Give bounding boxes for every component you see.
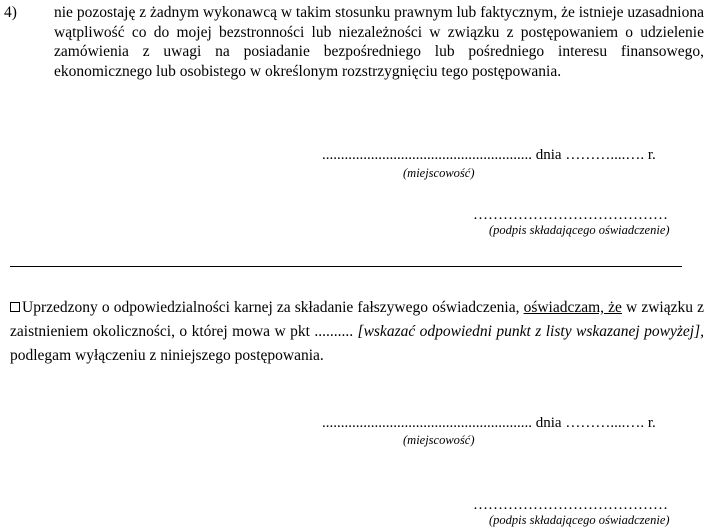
- declaration-part1: Uprzedzony o odpowiedzialności karnej za składanie fałszywego oświadczenia,: [22, 299, 524, 316]
- signature-line-2: …………………………………: [473, 497, 668, 513]
- signature-line: …………………………………: [473, 207, 668, 223]
- signature-caption-2: (podpis składającego oświadczenie): [489, 513, 670, 527]
- place-date-line: ........................................................ dnia ………....…. r.: [322, 147, 656, 163]
- declaration-italic: [wskazać odpowiedni punkt z listy wskazanej powyżej],: [357, 323, 704, 340]
- signature-caption: (podpis składającego oświadczenie): [489, 223, 670, 237]
- place-caption-2: (miejscowość): [403, 433, 475, 447]
- declaration-paragraph: [10, 296, 704, 368]
- declaration-underlined: oświadczam, że: [523, 299, 622, 316]
- place-date-line-2: ........................................................ dnia ………....…. r.: [322, 415, 656, 431]
- item-text: nie pozostaję z żadnym wykonawcą w takim stosunku prawnym lub faktycznym, że istnieje uzasadniona wątpliwość co do mojej bezstronności lub niezależności w związku z postępowaniem o udzielenie zamówienia z uwagi na posiadanie bezpośredniego lub pośredniego interesu finansowego, ekonomicznego lub osobistego w określonym rozstrzygnięciu tego postępowania.: [54, 4, 704, 80]
- declaration-checkbox[interactable]: [10, 302, 20, 312]
- declaration-part3: podlegam wyłączeniu z niniejszego postępowania.: [10, 347, 324, 364]
- place-caption: (miejscowość): [403, 166, 475, 180]
- declaration-part2: w związku z zaistnieniem okoliczności, o której mowa w pkt ..........: [10, 299, 704, 340]
- separator-line: [10, 266, 682, 267]
- item-number: 4): [4, 4, 17, 21]
